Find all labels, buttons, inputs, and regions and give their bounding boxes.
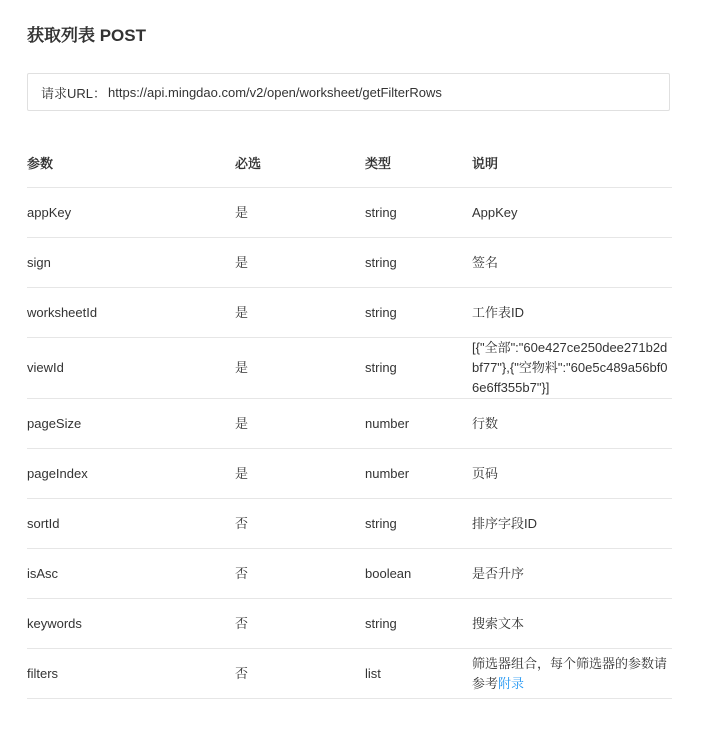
table-header-row (27, 138, 672, 188)
param-type: list (365, 649, 472, 699)
param-desc: 页码 (472, 449, 672, 499)
param-type: number (365, 399, 472, 449)
param-type: string (365, 338, 472, 399)
param-desc: AppKey (472, 188, 672, 238)
param-desc: 行数 (472, 399, 672, 449)
header-param: 参数 (27, 138, 235, 188)
param-required: 否 (235, 599, 365, 649)
param-type: string (365, 238, 472, 288)
table-row (27, 549, 672, 599)
param-name: appKey (27, 188, 235, 238)
table-row (27, 238, 672, 288)
header-desc: 说明 (472, 138, 672, 188)
param-name: worksheetId (27, 288, 235, 338)
param-type: string (365, 288, 472, 338)
param-desc: 工作表ID (472, 288, 672, 338)
param-name: sortId (27, 499, 235, 549)
param-desc: 是否升序 (472, 549, 672, 599)
param-required: 是 (235, 449, 365, 499)
param-name: keywords (27, 599, 235, 649)
param-required: 否 (235, 549, 365, 599)
table-row (27, 188, 672, 238)
param-name: sign (27, 238, 235, 288)
params-table (27, 138, 672, 699)
param-type: boolean (365, 549, 472, 599)
param-desc: 搜索文本 (472, 599, 672, 649)
header-type: 类型 (365, 138, 472, 188)
request-url-box (27, 73, 670, 111)
param-type: string (365, 499, 472, 549)
table-row (27, 288, 672, 338)
param-desc: 排序字段ID (472, 499, 672, 549)
param-required: 否 (235, 499, 365, 549)
param-required: 是 (235, 338, 365, 399)
param-name: filters (27, 649, 235, 699)
param-name: pageSize (27, 399, 235, 449)
table-row (27, 449, 672, 499)
page-title: 获取列表 POST (27, 26, 147, 45)
param-type: string (365, 188, 472, 238)
param-required: 是 (235, 188, 365, 238)
param-name: isAsc (27, 549, 235, 599)
table-row (27, 499, 672, 549)
table-row (27, 338, 672, 399)
param-desc-text: 筛选器组合，每个筛选器的参数请参考 (472, 655, 668, 691)
param-type: string (365, 599, 472, 649)
param-required: 是 (235, 399, 365, 449)
param-required: 否 (235, 649, 365, 699)
param-desc: [{"全部":"60e427ce250dee271b2dbf77"},{"空物料":"60e5c489a56bf06e6ff355b7"}] (472, 338, 672, 399)
table-row (27, 649, 672, 699)
param-desc: 签名 (472, 238, 672, 288)
header-required: 必选 (235, 138, 365, 188)
param-required: 是 (235, 238, 365, 288)
request-url-value: https://api.mingdao.com/v2/open/worksheet/getFilterRows (108, 84, 442, 100)
param-name: viewId (27, 338, 235, 399)
table-row (27, 599, 672, 649)
request-url-label: 请求URL： (41, 85, 107, 101)
param-required: 是 (235, 288, 365, 338)
appendix-link[interactable]: 附录 (498, 675, 525, 691)
param-name: pageIndex (27, 449, 235, 499)
table-row (27, 399, 672, 449)
param-type: number (365, 449, 472, 499)
param-desc (472, 649, 672, 699)
